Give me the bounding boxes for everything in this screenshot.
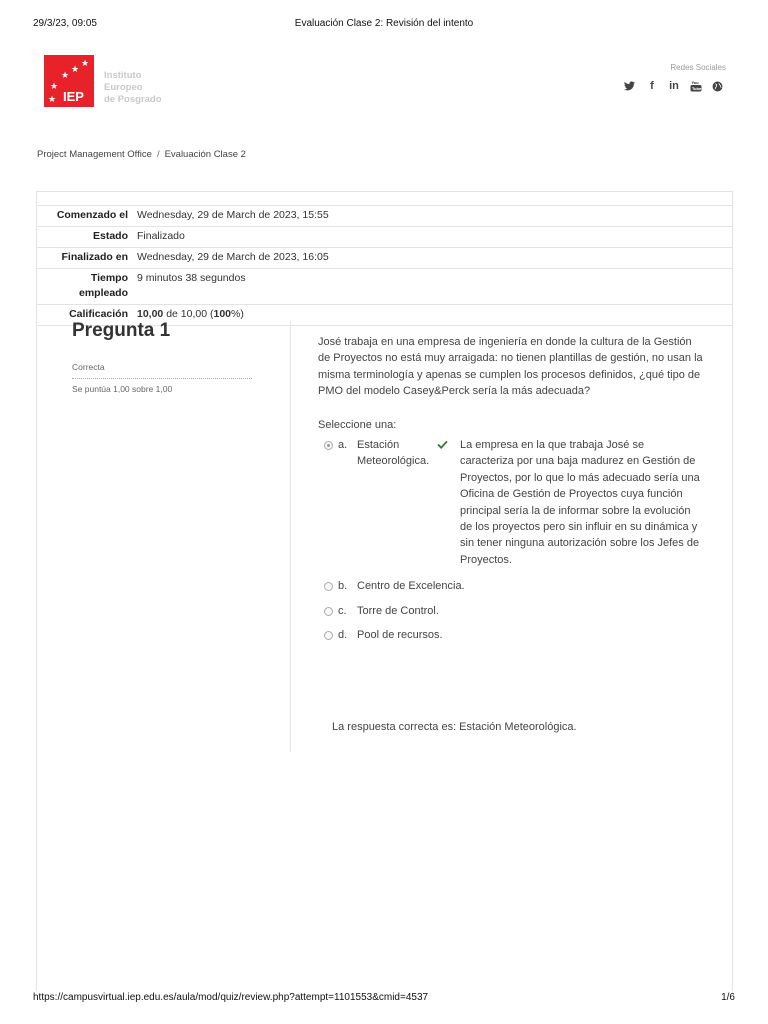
correct-answer-text: La respuesta correcta es: Estación Meteorológica.: [332, 721, 577, 733]
summary-row-state: [37, 227, 732, 248]
svg-text:You: You: [691, 80, 699, 85]
radio-button[interactable]: [324, 607, 333, 616]
summary-value: Wednesday, 29 de March de 2023, 16:05: [137, 248, 732, 269]
answer-letter: b.: [338, 580, 348, 593]
summary-value: Finalizado: [137, 227, 732, 248]
answer-option-b[interactable]: [324, 578, 703, 594]
summary-label: Finalizado en: [37, 248, 137, 269]
star-icon: ★: [81, 58, 90, 68]
breadcrumb-course-link[interactable]: Project Management Office: [37, 149, 152, 160]
summary-value: 9 minutos 38 segundos: [137, 269, 732, 305]
logo-wordmark: Instituto Europeo de Posgrado: [104, 70, 162, 105]
summary-label: Calificación: [37, 305, 137, 326]
answer-text: Pool de recursos.: [357, 629, 443, 642]
answer-feedback: La empresa en la que trabaja José se caracteriza por una baja madurez en Gestión de Proyectos, por lo que lo más adecuado sería una Oficina de Gestión de Proyectos cuya función principal sería la de informar sobre la evolución de los proyectos pero sin influir en su dinámica y sin tener ninguna autorización sobre los Jefes de Proyectos.: [460, 439, 700, 566]
breadcrumb-current[interactable]: Evaluación Clase 2: [164, 149, 246, 160]
print-title: Evaluación Clase 2: Revisión del intento: [294, 18, 474, 29]
breadcrumb-separator: /: [156, 149, 160, 160]
twitter-icon[interactable]: [624, 81, 636, 91]
answer-text: Centro de Excelencia.: [357, 580, 465, 593]
radio-button[interactable]: [324, 631, 333, 640]
summary-row-time: [37, 269, 732, 305]
answer-list: [318, 437, 703, 643]
print-url: https://campusvirtual.iep.edu.es/aula/mod/quiz/review.php?attempt=1101553&cmid=4537: [33, 992, 429, 1003]
social-label: Redes Sociales: [670, 63, 726, 72]
linkedin-icon[interactable]: in: [669, 80, 679, 92]
radio-button[interactable]: [324, 582, 333, 591]
question-number: Pregunta 1: [72, 320, 171, 341]
breadcrumb: [37, 149, 246, 160]
social-links: [624, 80, 724, 92]
radio-button[interactable]: [324, 441, 333, 450]
frame-top-bar: [37, 192, 732, 206]
page-number: 1/6: [721, 992, 735, 1003]
globe-icon[interactable]: [712, 81, 724, 92]
logo-badge: IEP: [63, 89, 84, 104]
print-datetime: 29/3/23, 09:05: [33, 18, 97, 29]
facebook-icon[interactable]: f: [650, 80, 654, 92]
star-icon: ★: [71, 64, 80, 74]
print-header: [33, 18, 735, 32]
question-text: José trabaja en una empresa de ingeniería en donde la cultura de la Gestión de Proyectos no está muy arraigada: no tienen plantillas de gestión, no usan la misma terminología y apenas se cumplen los procesos definidos, ¿qué tipo de PMO del modelo Casey&Perck sería la más adecuada?: [318, 336, 703, 398]
column-divider: [290, 320, 291, 752]
star-icon: ★: [48, 94, 57, 104]
print-footer: [33, 992, 735, 1003]
star-icon: ★: [50, 81, 59, 91]
question-content: [318, 334, 703, 644]
answer-text: Torre de Control.: [357, 604, 439, 617]
answer-text: Estación Meteorológica.: [357, 439, 430, 468]
summary-row-finished: [37, 248, 732, 269]
summary-label: Comenzado el: [37, 206, 137, 227]
answer-letter: a.: [338, 439, 348, 452]
youtube-icon[interactable]: [690, 81, 702, 92]
attempt-summary-table: [37, 205, 732, 326]
summary-value: Wednesday, 29 de March de 2023, 15:55: [137, 206, 732, 227]
answer-letter: c.: [338, 604, 347, 617]
summary-row-started: [37, 206, 732, 227]
answer-option-c[interactable]: [324, 603, 703, 619]
summary-value: 10,00 de 10,00 (100%): [137, 305, 732, 326]
question-state: Correcta: [72, 362, 252, 379]
answer-letter: d.: [338, 629, 348, 642]
answer-option-a[interactable]: [324, 437, 703, 568]
question-info-panel: [62, 320, 262, 394]
answer-prompt: Seleccione una:: [318, 418, 397, 431]
correct-check-icon: [437, 437, 457, 453]
svg-text:Tube: Tube: [692, 86, 702, 91]
summary-label: Tiempo empleado: [37, 269, 137, 305]
summary-label: Estado: [37, 227, 137, 248]
star-icon: ★: [61, 70, 70, 80]
iep-logo[interactable]: [44, 55, 94, 107]
answer-option-d[interactable]: [324, 627, 703, 643]
question-grade: Se puntúa 1,00 sobre 1,00: [72, 384, 173, 394]
